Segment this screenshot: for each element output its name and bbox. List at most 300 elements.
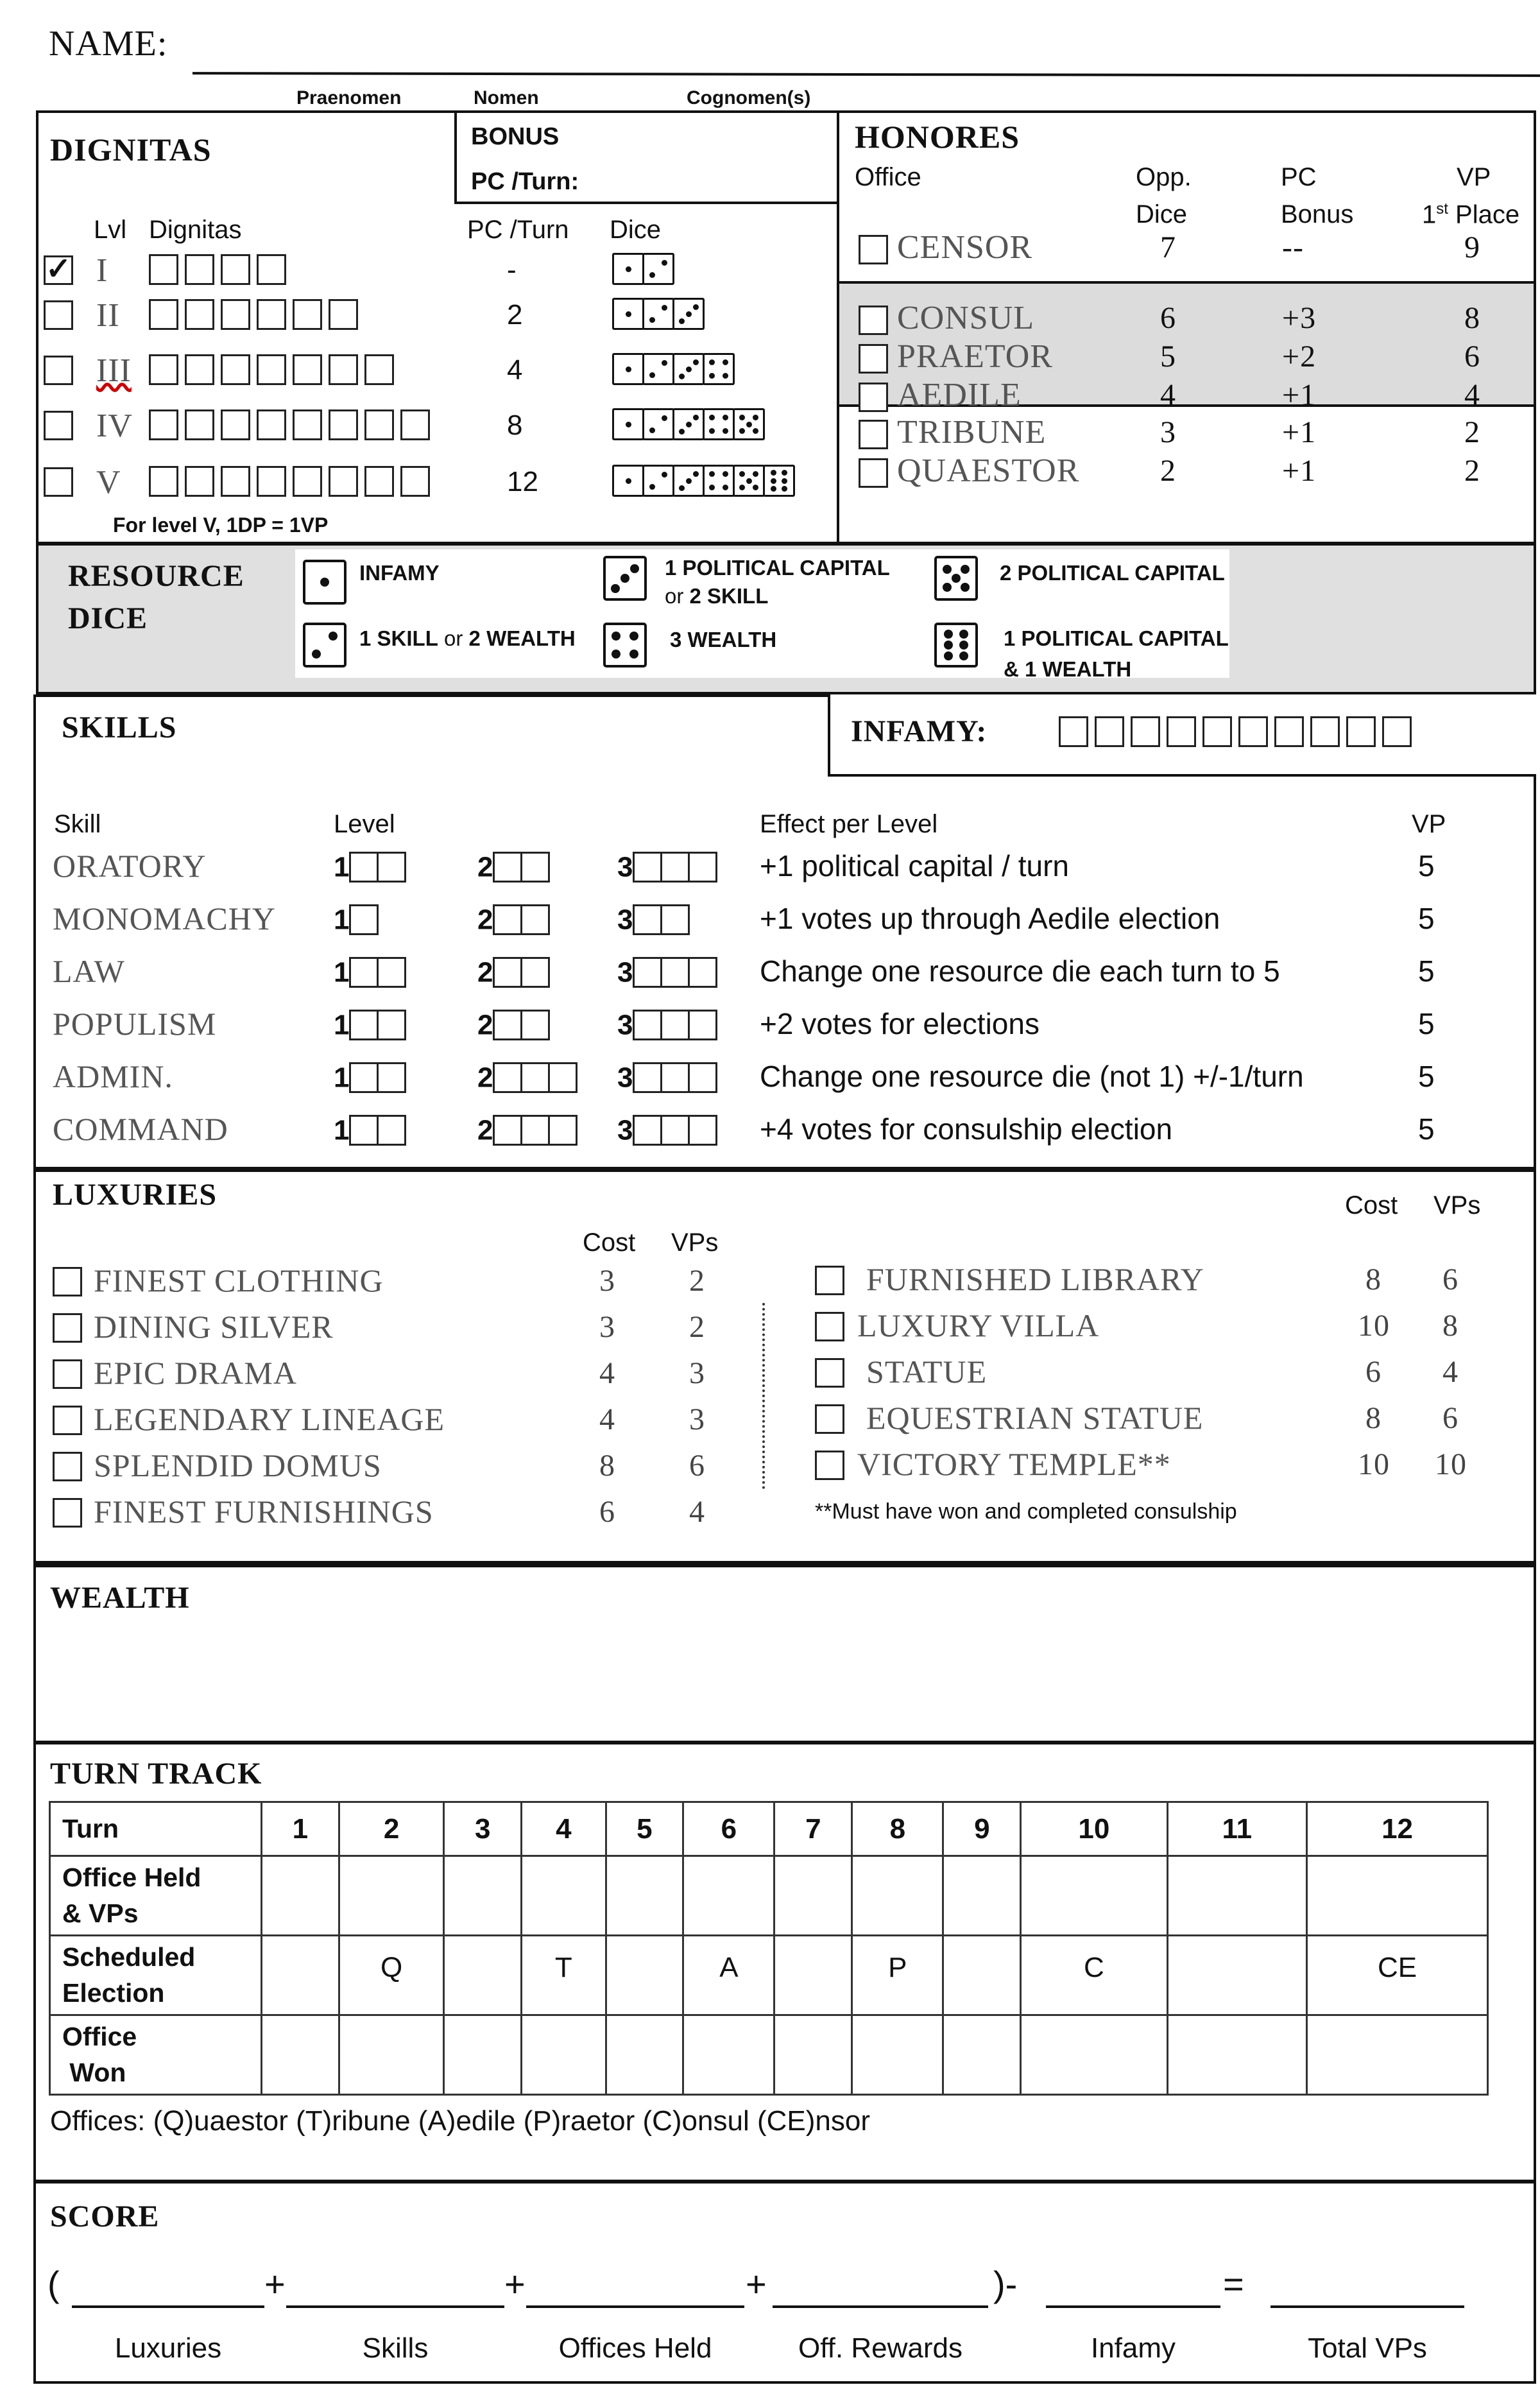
turn-cell[interactable]: [262, 1936, 339, 2015]
turn-cell[interactable]: [1167, 2015, 1307, 2095]
die-5-icon: [934, 556, 978, 601]
dice-header2: Dice: [1136, 200, 1188, 228]
dignitas-track[interactable]: [149, 409, 436, 440]
skill-box[interactable]: [548, 1062, 578, 1093]
skill-level-1[interactable]: [334, 902, 377, 936]
dignitas-header: Dignitas: [149, 216, 242, 244]
skill-box[interactable]: [520, 1010, 550, 1040]
luxury-cost: 10: [1358, 1447, 1390, 1481]
score-label: Skills: [362, 2332, 429, 2364]
luxury-vp: 4: [1442, 1355, 1459, 1389]
dignitas-box[interactable]: [364, 466, 394, 497]
dignitas-box[interactable]: [185, 409, 214, 440]
turn-cell[interactable]: [683, 2015, 774, 2095]
infamy-box[interactable]: [1382, 716, 1412, 747]
office-vp: 9: [1464, 230, 1480, 264]
dignitas-box[interactable]: [329, 409, 358, 440]
skill-level-3[interactable]: [617, 1113, 715, 1146]
skill-level-1[interactable]: [334, 850, 404, 883]
luxury-checkbox[interactable]: [815, 1404, 844, 1434]
level-dice: [612, 298, 703, 330]
skill-level-3[interactable]: [617, 955, 715, 988]
name-label: NAME:: [49, 24, 168, 64]
level-pc: -: [507, 254, 517, 286]
die-1-icon: [612, 408, 644, 440]
resource-title-1: RESOURCE: [68, 559, 244, 593]
skill-header: Skill: [54, 810, 101, 838]
resource-die-5: [934, 556, 978, 604]
dignitas-box[interactable]: [293, 354, 322, 385]
luxury-checkbox[interactable]: [53, 1267, 82, 1296]
turn-cell[interactable]: [943, 1856, 1021, 1936]
level-numeral: I: [96, 252, 108, 289]
resource-5-label: 2 POLITICAL CAPITAL: [1000, 561, 1225, 585]
skill-level-num: 1: [334, 1114, 350, 1146]
luxury-checkbox[interactable]: [53, 1359, 82, 1389]
dignitas-box[interactable]: [185, 254, 214, 285]
dignitas-box[interactable]: [149, 299, 178, 330]
skill-level-num: 2: [477, 1062, 493, 1094]
skill-box[interactable]: [493, 904, 522, 935]
honores-title: HONORES: [855, 119, 1020, 155]
level-checkbox[interactable]: [44, 467, 73, 497]
opp-header: Opp.: [1136, 163, 1192, 191]
lvl-header: Lvl: [94, 216, 127, 244]
luxury-vp: 10: [1435, 1447, 1467, 1481]
score-operator: +: [264, 2264, 286, 2304]
die-4-icon: [603, 623, 647, 668]
die-4-icon: [703, 353, 735, 385]
luxury-vp: 2: [689, 1310, 705, 1344]
office-vp: 2: [1464, 454, 1480, 488]
die-2-icon: [303, 623, 346, 668]
turn-cell[interactable]: [683, 1856, 774, 1936]
skill-level-num: 1: [334, 1009, 350, 1041]
die-1-icon: [612, 253, 644, 285]
turn-cell[interactable]: Q: [339, 1936, 444, 2015]
dignitas-box[interactable]: [293, 409, 322, 440]
turn-cell[interactable]: [1307, 1856, 1488, 1936]
dignitas-box[interactable]: [221, 299, 250, 330]
resource-die-4: [603, 623, 647, 671]
resource-4-label: 3 WEALTH: [670, 628, 777, 651]
turn-cell[interactable]: [339, 2015, 444, 2095]
turn-cell[interactable]: [606, 1856, 683, 1936]
skill-box[interactable]: [377, 1062, 406, 1093]
level-numeral: II: [96, 297, 120, 334]
skill-box[interactable]: [633, 1010, 662, 1040]
skill-box[interactable]: [660, 1062, 690, 1093]
turn-cell[interactable]: [774, 2015, 852, 2095]
skill-level-2[interactable]: [477, 902, 548, 936]
dignitas-box[interactable]: [329, 466, 358, 497]
dignitas-box[interactable]: [364, 354, 394, 385]
luxury-checkbox[interactable]: [53, 1498, 82, 1528]
infamy-box[interactable]: [1059, 716, 1088, 747]
luxury-vp: 4: [689, 1495, 705, 1529]
skill-box[interactable]: [688, 1010, 717, 1040]
score-blank-4[interactable]: [773, 2305, 988, 2308]
skill-box[interactable]: [493, 957, 522, 988]
level-header: Level: [334, 810, 395, 838]
luxury-cost: 8: [1365, 1262, 1382, 1296]
dignitas-box[interactable]: [257, 354, 286, 385]
luxury-vp: 8: [1442, 1309, 1459, 1343]
dignitas-box[interactable]: [329, 299, 358, 330]
skill-box[interactable]: [520, 1115, 550, 1146]
vp-header: VP: [1457, 163, 1491, 191]
effect-header: Effect per Level: [760, 810, 938, 838]
turn-cell[interactable]: [943, 2015, 1021, 2095]
die-3-icon: [672, 298, 705, 330]
skill-level-1[interactable]: [334, 955, 404, 988]
skill-vp: 5: [1418, 954, 1435, 988]
dignitas-box[interactable]: [185, 466, 214, 497]
skill-box[interactable]: [377, 852, 406, 883]
infamy-box[interactable]: [1131, 716, 1160, 747]
offices-note: Offices: (Q)uaestor (T)ribune (A)edile (P)raetor (C)onsul (CE)nsor: [50, 2105, 870, 2137]
turn-cell[interactable]: [1307, 2015, 1488, 2095]
office-checkbox-aedile[interactable]: [859, 383, 888, 412]
skill-level-num: 3: [617, 1062, 633, 1094]
dignitas-box[interactable]: [329, 354, 358, 385]
turn-number: 1: [262, 1802, 339, 1856]
dignitas-box[interactable]: [257, 409, 286, 440]
skill-vp: 5: [1418, 1007, 1435, 1040]
dignitas-box[interactable]: [400, 466, 430, 497]
dignitas-box[interactable]: [293, 466, 322, 497]
turn-track-table: [49, 1801, 1489, 2096]
die-4-icon: [703, 465, 735, 497]
turn-row-label-1: Office Held: [62, 1863, 201, 1893]
luxury-name: LEGENDARY LINEAGE: [94, 1401, 445, 1437]
skill-box[interactable]: [633, 957, 662, 988]
skill-effect: +1 political capital / turn: [760, 849, 1069, 883]
turn-cell[interactable]: [262, 2015, 339, 2095]
first-place-header: 1st Place: [1422, 200, 1520, 229]
skill-box[interactable]: [520, 904, 550, 935]
score-title: SCORE: [50, 2200, 160, 2234]
skill-box[interactable]: [349, 1010, 379, 1040]
die-3-icon: [672, 353, 705, 385]
dignitas-box[interactable]: [149, 354, 178, 385]
skill-level-1[interactable]: [334, 1113, 404, 1146]
dignitas-box[interactable]: [149, 466, 178, 497]
turn-number: 4: [522, 1802, 606, 1856]
level-dice: [612, 465, 793, 497]
infamy-box[interactable]: [1095, 716, 1124, 747]
turn-cell[interactable]: [1167, 1856, 1307, 1936]
score-label: Offices Held: [558, 2332, 712, 2364]
score-label: Luxuries: [114, 2332, 222, 2364]
turn-cell[interactable]: [852, 2015, 943, 2095]
skill-vp: 5: [1418, 902, 1435, 935]
dignitas-box[interactable]: [400, 409, 430, 440]
name-line[interactable]: [193, 72, 1540, 77]
score-label: Off. Rewards: [798, 2332, 963, 2364]
skill-box[interactable]: [548, 1115, 578, 1146]
die-2-icon: [642, 298, 674, 330]
turn-number: 7: [774, 1802, 852, 1856]
dignitas-box[interactable]: [221, 354, 250, 385]
turn-cell[interactable]: [339, 1856, 444, 1936]
skill-box[interactable]: [660, 957, 690, 988]
dignitas-track[interactable]: [149, 354, 400, 385]
resource-6-label: 1 POLITICAL CAPITAL: [1004, 626, 1229, 650]
dignitas-box[interactable]: [149, 254, 178, 285]
resource-2-label: [359, 626, 576, 651]
score-blank-1[interactable]: [72, 2305, 264, 2308]
skill-box[interactable]: [520, 957, 550, 988]
luxury-checkbox[interactable]: [53, 1406, 82, 1435]
dignitas-box[interactable]: [257, 254, 286, 285]
skill-box[interactable]: [349, 904, 379, 935]
skill-level-3[interactable]: [617, 850, 715, 883]
turn-cell[interactable]: CE: [1307, 1936, 1488, 2015]
luxury-name: FINEST CLOTHING: [94, 1262, 384, 1298]
level-checkbox[interactable]: [44, 300, 73, 330]
level-pc: 4: [507, 354, 523, 386]
skill-box[interactable]: [660, 1010, 690, 1040]
skill-vp-header: VP: [1412, 810, 1446, 838]
skill-level-num: 3: [617, 1009, 633, 1041]
skill-box[interactable]: [633, 1062, 662, 1093]
turn-cell[interactable]: [522, 1856, 606, 1936]
skill-level-3[interactable]: [617, 902, 688, 936]
office-vp: 2: [1464, 415, 1480, 449]
turn-cell[interactable]: T: [522, 1936, 606, 2015]
turn-cell[interactable]: [444, 2015, 522, 2095]
skill-level-2[interactable]: [477, 955, 548, 988]
die-5-icon: [733, 465, 765, 497]
skill-box[interactable]: [660, 852, 690, 883]
office-checkbox-consul[interactable]: [859, 306, 888, 335]
dignitas-box[interactable]: [149, 409, 178, 440]
dignitas-box[interactable]: [293, 299, 322, 330]
cognomen-label: Cognomen(s): [687, 87, 811, 108]
resource-title-2: DICE: [68, 601, 148, 635]
turn-number: 3: [444, 1802, 522, 1856]
luxury-checkbox[interactable]: [815, 1266, 844, 1295]
skill-level-2[interactable]: [477, 1113, 576, 1146]
skill-box[interactable]: [633, 1115, 662, 1146]
luxury-checkbox[interactable]: [815, 1451, 844, 1480]
praenomen-label: Praenomen: [296, 87, 402, 108]
skill-level-2[interactable]: [477, 1008, 548, 1041]
skill-box[interactable]: [520, 1062, 550, 1093]
turn-cell[interactable]: [1021, 2015, 1167, 2095]
resource-2-wealth: 2 WEALTH: [468, 626, 576, 650]
luxury-name: SPLENDID DOMUS: [94, 1447, 382, 1483]
skill-effect: +2 votes for elections: [760, 1007, 1040, 1040]
resource-3-label-2: [665, 584, 768, 608]
level-numeral: III: [96, 352, 132, 389]
skill-box[interactable]: [688, 1115, 717, 1146]
luxury-cost: 8: [1365, 1401, 1382, 1435]
infamy-box[interactable]: [1238, 716, 1268, 747]
skill-box[interactable]: [349, 852, 379, 883]
resource-die-1: [303, 560, 346, 608]
turn-cell[interactable]: [262, 1856, 339, 1936]
skill-level-num: 2: [477, 904, 493, 936]
skill-box[interactable]: [377, 1010, 406, 1040]
office-checkbox-censor[interactable]: [859, 235, 888, 264]
skill-box[interactable]: [349, 1115, 379, 1146]
skill-box[interactable]: [688, 852, 717, 883]
skill-box[interactable]: [349, 1062, 379, 1093]
bonus-pc-label[interactable]: PC /Turn:: [471, 168, 579, 195]
dignitas-box[interactable]: [221, 409, 250, 440]
skill-box[interactable]: [493, 1062, 522, 1093]
skill-level-num: 2: [477, 1009, 493, 1041]
skill-level-3[interactable]: [617, 1060, 715, 1094]
skill-box[interactable]: [633, 852, 662, 883]
skill-box[interactable]: [633, 904, 662, 935]
score-blank-3[interactable]: [526, 2305, 744, 2308]
luxury-name: FURNISHED LIBRARY: [866, 1261, 1204, 1297]
turn-row-label: [50, 1856, 262, 1936]
dignitas-box[interactable]: [364, 409, 394, 440]
skill-box[interactable]: [493, 1010, 522, 1040]
office-name: CONSUL: [897, 300, 1035, 336]
turn-cell[interactable]: C: [1021, 1936, 1167, 2015]
skill-box[interactable]: [688, 957, 717, 988]
turn-cell[interactable]: [943, 1936, 1021, 2015]
bonus-header: Bonus: [1281, 200, 1354, 228]
luxury-checkbox[interactable]: [53, 1452, 82, 1481]
infamy-track[interactable]: [1059, 716, 1418, 747]
score-blank-6[interactable]: [1270, 2305, 1464, 2308]
luxury-name: EQUESTRIAN STATUE: [866, 1400, 1204, 1436]
level-dice: [612, 353, 733, 385]
dignitas-track[interactable]: [149, 254, 293, 285]
dignitas-box[interactable]: [257, 466, 286, 497]
dignitas-box[interactable]: [185, 299, 214, 330]
skill-effect: Change one resource die (not 1) +/-1/turn: [760, 1060, 1304, 1093]
turn-cell[interactable]: [774, 1936, 852, 2015]
wealth-section[interactable]: [33, 1563, 1536, 1743]
office-vp: 6: [1464, 340, 1480, 374]
score-operator: (: [47, 2264, 60, 2304]
turn-row-label-1: Office: [62, 2022, 137, 2052]
luxury-name: LUXURY VILLA: [857, 1307, 1100, 1343]
luxury-checkbox[interactable]: [53, 1313, 82, 1343]
lux-note: **Must have won and completed consulship: [815, 1499, 1237, 1524]
turn-cell[interactable]: [606, 2015, 683, 2095]
luxury-vp: 3: [689, 1402, 705, 1436]
turn-row-label-2: Election: [62, 1977, 165, 2008]
lux-cost-header-right: Cost: [1345, 1191, 1398, 1219]
luxury-checkbox[interactable]: [815, 1358, 844, 1388]
skill-box[interactable]: [660, 1115, 690, 1146]
skill-level-num: 3: [617, 904, 633, 936]
office-checkbox-praetor[interactable]: [859, 344, 888, 374]
dignitas-track[interactable]: [149, 299, 364, 330]
dignitas-track[interactable]: [149, 466, 436, 497]
skill-box[interactable]: [377, 957, 406, 988]
skill-box[interactable]: [349, 957, 379, 988]
skill-level-2[interactable]: [477, 1060, 576, 1094]
skill-box[interactable]: [493, 852, 522, 883]
die-1-icon: [303, 560, 346, 605]
dignitas-box[interactable]: [257, 299, 286, 330]
infamy-box[interactable]: [1167, 716, 1196, 747]
level-checkbox[interactable]: [44, 411, 73, 440]
skill-level-3[interactable]: [617, 1008, 715, 1041]
level-checkbox[interactable]: [44, 356, 73, 385]
turn-cell[interactable]: [444, 1936, 522, 2015]
luxury-checkbox[interactable]: [815, 1312, 844, 1341]
skill-name: POPULISM: [53, 1006, 217, 1042]
score-blank-2[interactable]: [286, 2305, 504, 2308]
turn-cell[interactable]: [1021, 1856, 1167, 1936]
luxury-vp: 6: [1442, 1262, 1459, 1296]
office-checkbox-tribune[interactable]: [859, 420, 888, 449]
infamy-box[interactable]: [1346, 716, 1376, 747]
skill-box[interactable]: [493, 1115, 522, 1146]
office-name: QUAESTOR: [897, 452, 1080, 489]
turn-cell[interactable]: [606, 1936, 683, 2015]
turn-number: 11: [1167, 1802, 1307, 1856]
skill-level-num: 1: [334, 851, 350, 883]
dignitas-box[interactable]: [221, 254, 250, 285]
turn-cell[interactable]: P: [852, 1936, 943, 2015]
office-opp-dice: 5: [1160, 340, 1176, 374]
skill-level-2[interactable]: [477, 850, 548, 883]
turn-track-title: TURN TRACK: [50, 1757, 262, 1791]
skill-level-num: 2: [477, 1114, 493, 1146]
die-4-icon: [703, 408, 735, 440]
skill-level-num: 3: [617, 1114, 633, 1146]
turn-cell[interactable]: [522, 2015, 606, 2095]
resource-3-skill: 2 SKILL: [689, 584, 769, 608]
skill-effect: Change one resource die each turn to 5: [760, 954, 1280, 988]
turn-cell[interactable]: [774, 1856, 852, 1936]
office-checkbox-quaestor[interactable]: [859, 458, 888, 488]
turn-cell[interactable]: [444, 1856, 522, 1936]
infamy-box[interactable]: [1274, 716, 1304, 747]
skill-box[interactable]: [377, 1115, 406, 1146]
die-2-icon: [642, 253, 674, 285]
turn-row-label: [50, 1936, 262, 2015]
skill-effect: +4 votes for consulship election: [760, 1112, 1173, 1146]
dignitas-box[interactable]: [221, 466, 250, 497]
skill-level-1[interactable]: [334, 1008, 404, 1041]
score-label: Infamy: [1090, 2332, 1176, 2364]
skill-name: ADMIN.: [53, 1058, 173, 1094]
dignitas-box[interactable]: [185, 354, 214, 385]
lux-cost-header-left: Cost: [583, 1228, 636, 1257]
infamy-box[interactable]: [1310, 716, 1340, 747]
turn-cell[interactable]: [1167, 1936, 1307, 2015]
die-2-icon: [642, 465, 674, 497]
infamy-box[interactable]: [1202, 716, 1232, 747]
level-checkbox[interactable]: ✓: [44, 255, 73, 285]
lux-vps-header-right: VPs: [1433, 1191, 1481, 1219]
skill-box[interactable]: [520, 852, 550, 883]
turn-row-label: [50, 2015, 262, 2095]
score-operator: +: [504, 2264, 526, 2304]
score-blank-5[interactable]: [1046, 2305, 1220, 2308]
skill-level-1[interactable]: [334, 1060, 404, 1094]
office-vp: 4: [1464, 378, 1480, 412]
resource-die-2: [303, 623, 346, 671]
skill-name: LAW: [53, 953, 125, 989]
skill-box[interactable]: [660, 904, 690, 935]
skill-box[interactable]: [688, 1062, 717, 1093]
turn-cell[interactable]: A: [683, 1936, 774, 2015]
turn-cell[interactable]: [852, 1856, 943, 1936]
